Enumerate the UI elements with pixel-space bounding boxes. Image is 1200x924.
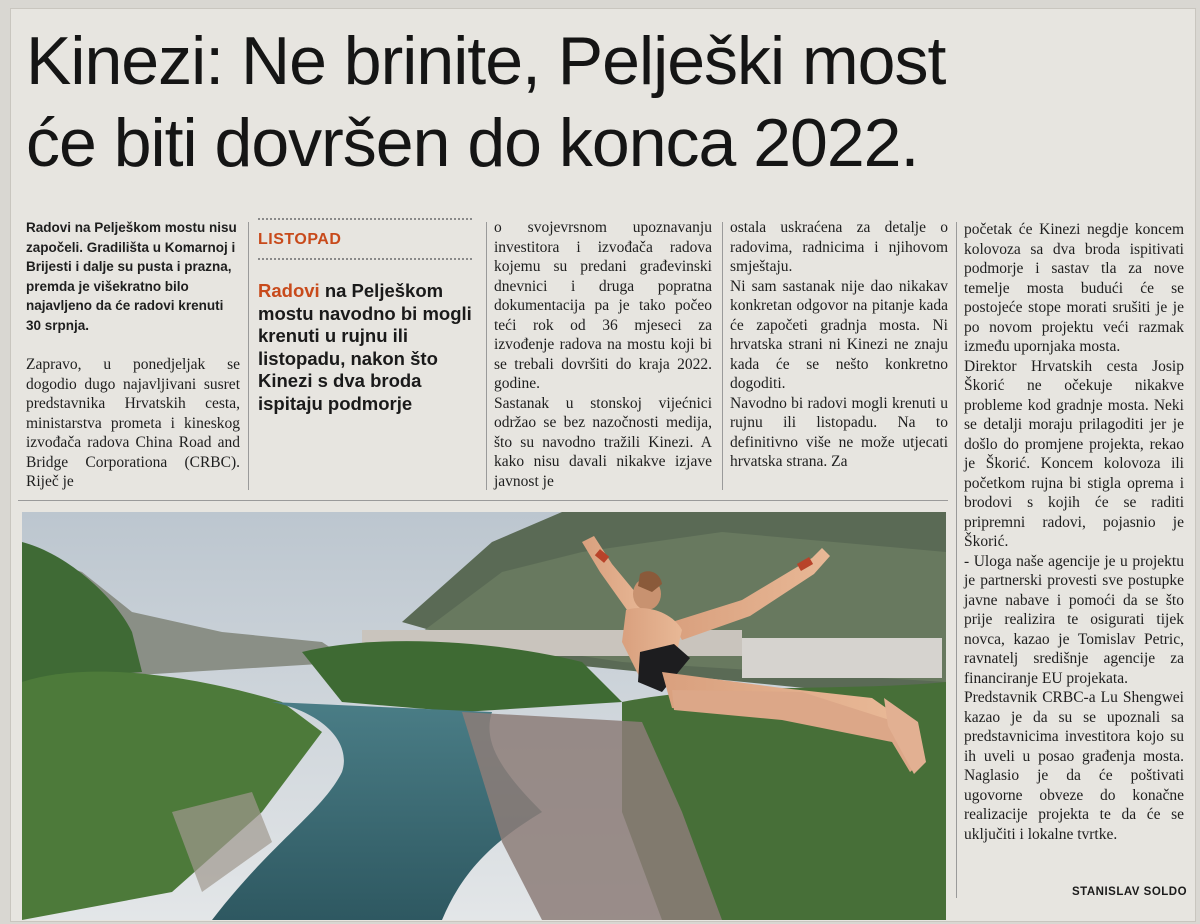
dotted-rule [258, 218, 472, 220]
column-4 [730, 218, 948, 472]
sidebar-subhead [258, 280, 476, 415]
column-1 [26, 218, 240, 492]
photo-diver-over-river [22, 512, 946, 920]
body-paragraph-3: Sastanak u stonskoj vijećnici održao se bez nazočnosti medija, što su navodno tražili Kinezi. A kako nisu davali nikakve izjave javnost je [494, 394, 712, 490]
sidebar-subhead-accent: Radovi [258, 280, 320, 301]
body-paragraph-7: početak će Kinezi negdje koncem kolovoza sa dva broda ispitivati podmorje i sastav tla za nove temelje mosta budući će se postojeće stope morati srušiti je je po novom projektu veći razmak između upornjaka mosta. [964, 221, 1184, 355]
body-paragraph-8: Direktor Hrvatskih cesta Josip Škorić ne očekuje nikakve probleme kod gradnje mosta. Neki se detalji moraju prilagoditi jer je došlo do promjene projekta, rekao je Škorić. Koncem kolovoza ili početkom rujna bi stigla oprema i brodovi s kojih će se raditi pripremni radovi, pojasnio je Škorić. [964, 357, 1184, 550]
body-paragraph-9: - Uloga naše agencije je u projektu je partnerski provesti sve postupke javne nabave i pomoći da se što prije realizira te osigurati tijek novca, kazao je Tomislav Petric, ravnatelj središnje agencije za financiranje EU projekata. [964, 552, 1184, 687]
body-paragraph-1: Zapravo, u ponedjeljak se dogodio dugo najavljivani susret predstavnika Hrvatskih cesta, ministarstva prometa i kineskog izvođača radova China Road and Bridge Corporationa (CRBC). Riječ je [26, 356, 240, 490]
column-divider [486, 222, 487, 490]
body-paragraph-10: Predstavnik CRBC-a Lu Shengwei kazao je da su se upoznali sa predstavnicima investitora kojo su ih uveli u posao građenja mosta. Naglasio je da će poštivati ugovorne obveze do konačne realizacije projekta te da će se uključiti i lokalne tvrtke. [964, 689, 1184, 843]
column-5 [964, 220, 1184, 844]
column-divider [248, 222, 249, 490]
byline: STANISLAV SOLDO [1072, 886, 1188, 898]
column-3 [494, 218, 712, 491]
body-paragraph-4: ostala uskraćena za detalje o radovima, radnicima i njihovom smještaju. [730, 219, 948, 275]
dotted-rule [258, 258, 472, 260]
body-paragraph-2: o svojevrsnom upoznavanju investitora i izvođača radova kojemu su predani građevinski dnevnici i druga popratna dokumentacija pa je tako počeo teći rok od 36 mjeseci za izvođenje radova na mostu koji bi se trebali dovršiti do kraja 2022. godine. [494, 219, 712, 392]
lead-paragraph: Radovi na Pelješkom mostu nisu započeli. Gradilišta u Komarnoj i Brijesti i dalje su pusta i prazna, premda je višekratno bilo najavljeno da će radovi krenuti 30 srpnja. [26, 220, 237, 333]
headline-line-1: Kinezi: Ne brinite, Pelješki most [26, 23, 946, 99]
column-divider [722, 222, 723, 490]
headline-line-2: će biti dovršen do konca 2022. [26, 105, 919, 181]
sidebar-box [258, 218, 476, 415]
body-paragraph-6: Navodno bi radovi mogli krenuti u rujnu ili listopadu. Na to definitivno više ne može utjecati hrvatska strana. Za [730, 394, 948, 470]
sidebar-subhead-text: na Pelješkom mostu navodno bi mogli krenuti u rujnu ili listopadu, nakon što Kinezi s dva broda ispitaju podmorje [258, 280, 472, 414]
section-divider [18, 500, 948, 501]
column-divider [956, 222, 957, 898]
sidebar-kicker: LISTOPAD [258, 231, 342, 248]
headline [26, 20, 1186, 184]
body-paragraph-5: Ni sam sastanak nije dao nikakav konkretan odgovor na pitanje kada će započeti gradnja mosta. Ni hrvatska strani ni Kinezi ne znaju kada će se nešto konkretno dogoditi. [730, 277, 948, 392]
